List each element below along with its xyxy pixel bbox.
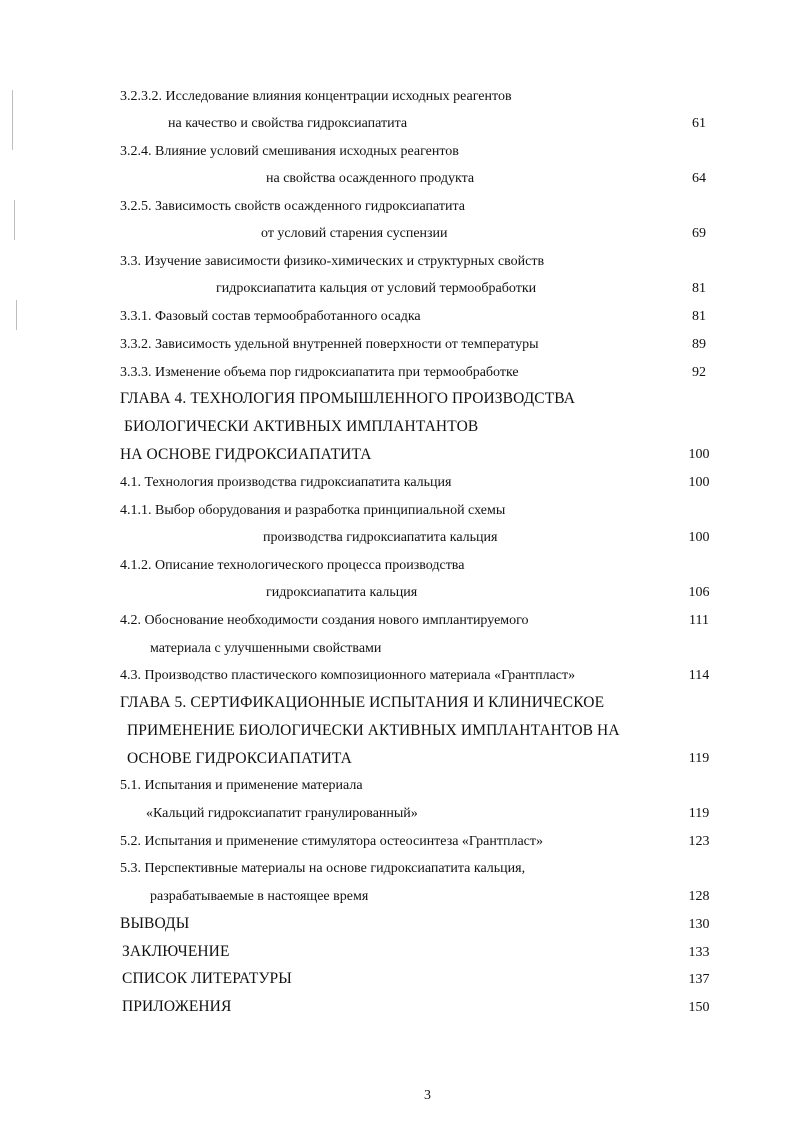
toc-page-number: 119	[688, 806, 710, 821]
toc-page-number: 64	[692, 171, 706, 186]
toc-page-number: 69	[692, 226, 706, 241]
toc-page-number: 106	[688, 585, 710, 600]
toc-page-number: 137	[688, 972, 710, 987]
scan-mark	[12, 90, 13, 150]
toc-entry: 4.1. Технология производства гидроксиапатита кальция	[120, 475, 452, 490]
toc-page-number: 130	[688, 917, 710, 932]
toc-entry: гидроксиапатита кальция	[266, 585, 418, 600]
section-heading: ПРИЛОЖЕНИЯ	[122, 998, 232, 1015]
chapter-heading: ОСНОВЕ ГИДРОКСИАПАТИТА	[127, 750, 352, 767]
toc-page-number: 128	[688, 889, 710, 904]
toc-page-number: 81	[692, 309, 706, 324]
toc-entry: 3.2.4. Влияние условий смешивания исходных реагентов	[120, 144, 459, 159]
toc-page-number: 123	[688, 834, 710, 849]
toc-entry: 3.2.3.2. Исследование влияния концентрации исходных реагентов	[120, 89, 512, 104]
toc-entry: 3.3.3. Изменение объема пор гидроксиапатита при термообработке	[120, 365, 519, 380]
section-heading: ЗАКЛЮЧЕНИЕ	[122, 943, 230, 960]
chapter-heading: ГЛАВА 5. СЕРТИФИКАЦИОННЫЕ ИСПЫТАНИЯ И КЛИНИЧЕСКОЕ	[120, 694, 605, 711]
toc-page-number: 111	[689, 613, 709, 628]
toc-entry: 3.3.1. Фазовый состав термообработанного осадка	[120, 309, 421, 324]
toc-page-number: 61	[692, 116, 706, 131]
toc-entry: 4.1.2. Описание технологического процесса производства	[120, 558, 465, 573]
chapter-heading: ПРИМЕНЕНИЕ БИОЛОГИЧЕСКИ АКТИВНЫХ ИМПЛАНТАНТОВ НА	[127, 722, 620, 739]
scan-mark	[16, 300, 17, 330]
toc-entry: 4.3. Производство пластического композиционного материала «Грантпласт»	[120, 668, 576, 683]
toc-entry: «Кальций гидроксиапатит гранулированный»	[146, 806, 418, 821]
chapter-heading: НА ОСНОВЕ ГИДРОКСИАПАТИТА	[120, 446, 372, 463]
toc-entry: от условий старения суспензии	[261, 226, 448, 241]
toc-page-number: 100	[688, 475, 710, 490]
toc-entry: 4.2. Обоснование необходимости создания нового имплантируемого	[120, 613, 529, 628]
toc-entry: 5.3. Перспективные материалы на основе гидроксиапатита кальция,	[120, 861, 526, 876]
toc-page-number: 81	[692, 281, 706, 296]
toc-entry: 3.3. Изучение зависимости физико-химических и структурных свойств	[120, 254, 545, 269]
toc-page-number: 92	[692, 365, 706, 380]
chapter-heading: ГЛАВА 4. ТЕХНОЛОГИЯ ПРОМЫШЛЕННОГО ПРОИЗВОДСТВА	[120, 390, 576, 407]
toc-page-number: 89	[692, 337, 706, 352]
toc-entry: 3.2.5. Зависимость свойств осажденного гидроксиапатита	[120, 199, 465, 214]
toc-entry: 5.1. Испытания и применение материала	[120, 778, 363, 793]
toc-entry: разрабатываемые в настоящее время	[150, 889, 369, 904]
toc-page-number: 100	[688, 447, 710, 462]
toc-page-number: 114	[688, 668, 710, 683]
page-number: 3	[424, 1088, 431, 1103]
toc-entry: на свойства осажденного продукта	[266, 171, 475, 186]
toc-entry: 3.3.2. Зависимость удельной внутренней поверхности от температуры	[120, 337, 539, 352]
toc-entry: гидроксиапатита кальция от условий термообработки	[216, 281, 537, 296]
toc-entry: материала с улучшенными свойствами	[150, 641, 382, 656]
section-heading: СПИСОК ЛИТЕРАТУРЫ	[122, 970, 292, 987]
toc-entry: производства гидроксиапатита кальция	[263, 530, 498, 545]
toc-entry: 5.2. Испытания и применение стимулятора остеосинтеза «Грантпласт»	[120, 834, 543, 849]
toc-page-number: 119	[688, 751, 710, 766]
toc-page-number: 150	[688, 1000, 710, 1015]
toc-page-number: 100	[688, 530, 710, 545]
section-heading: ВЫВОДЫ	[120, 915, 190, 932]
toc-entry: 4.1.1. Выбор оборудования и разработка принципиальной схемы	[120, 503, 506, 518]
toc-entry: на качество и свойства гидроксиапатита	[168, 116, 408, 131]
toc-page-number: 133	[688, 945, 710, 960]
scan-mark	[14, 200, 15, 240]
chapter-heading: БИОЛОГИЧЕСКИ АКТИВНЫХ ИМПЛАНТАНТОВ	[124, 418, 479, 435]
